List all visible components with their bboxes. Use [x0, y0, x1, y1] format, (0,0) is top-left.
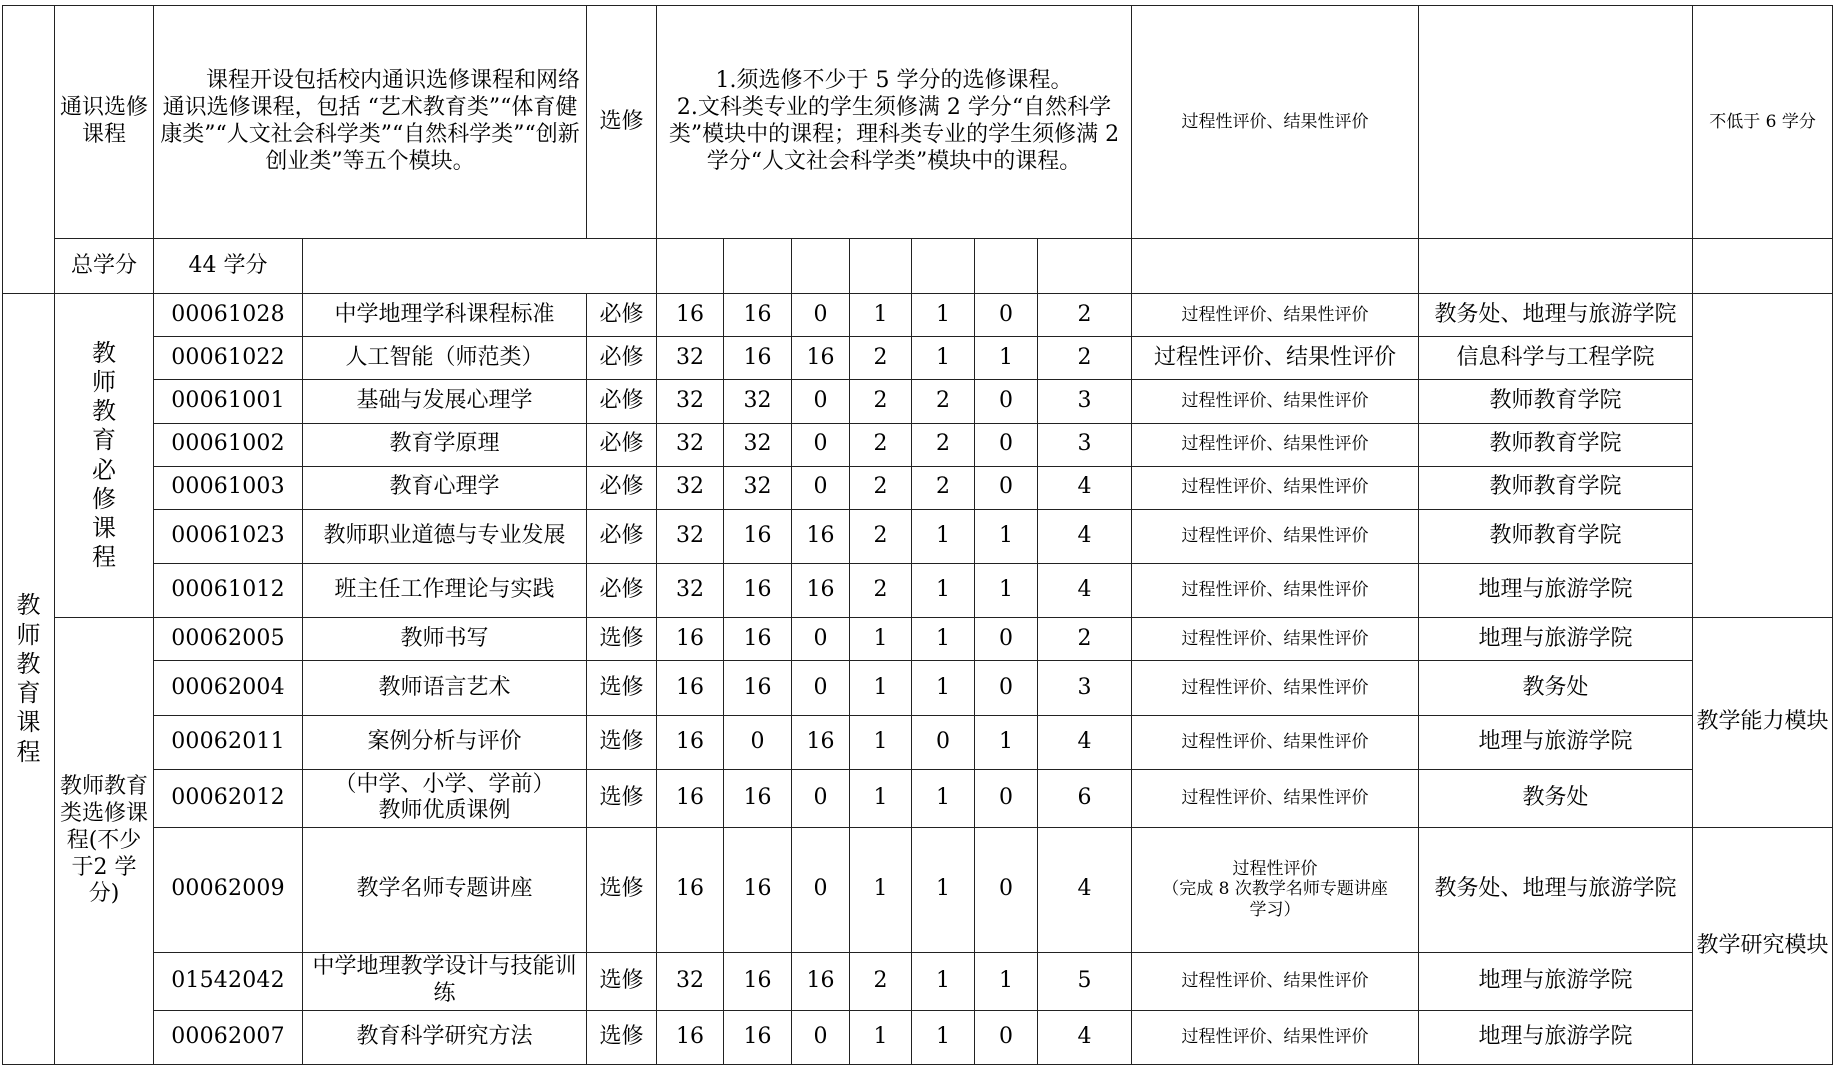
total-blank-9	[1132, 238, 1419, 293]
term: 4	[1038, 1010, 1132, 1064]
practice-hours: 0	[792, 1010, 850, 1064]
teacher-education-label: 教 师 教 育 课 程	[3, 294, 55, 1065]
total-blank-8	[1038, 238, 1132, 293]
total-blank-4	[792, 238, 850, 293]
credit-theory: 2	[912, 466, 975, 509]
credit-theory: 1	[912, 952, 975, 1010]
table-row	[3, 423, 1833, 466]
department: 教务处、地理与旅游学院	[1419, 828, 1693, 952]
requirement-1: 1.须选修不少于 5 学分的选修课程。	[715, 68, 1073, 94]
credit-practice: 0	[975, 380, 1038, 423]
department: 教师教育学院	[1419, 509, 1693, 563]
course-code: 00062004	[154, 661, 303, 715]
course-type: 选修	[587, 715, 657, 769]
table-row	[3, 380, 1833, 423]
credit-practice: 0	[975, 423, 1038, 466]
credit-total: 1	[850, 769, 912, 827]
practice-hours: 0	[792, 618, 850, 661]
term: 3	[1038, 380, 1132, 423]
total-hours: 16	[657, 828, 724, 952]
term: 4	[1038, 466, 1132, 509]
course-name: 教育学原理	[303, 423, 587, 466]
credit-theory: 0	[912, 715, 975, 769]
practice-hours: 0	[792, 828, 850, 952]
credit-total: 1	[850, 661, 912, 715]
term: 3	[1038, 661, 1132, 715]
theory-hours: 16	[724, 564, 792, 618]
practice-hours: 0	[792, 769, 850, 827]
credit-practice: 0	[975, 769, 1038, 827]
term: 4	[1038, 509, 1132, 563]
department: 地理与旅游学院	[1419, 952, 1693, 1010]
course-code: 00061028	[154, 294, 303, 337]
evaluation: 过程性评价、结果性评价	[1132, 618, 1419, 661]
credit-theory: 1	[912, 294, 975, 337]
course-name: 案例分析与评价	[303, 715, 587, 769]
credit-total: 1	[850, 294, 912, 337]
evaluation: 过程性评价、结果性评价	[1132, 380, 1419, 423]
term: 3	[1038, 423, 1132, 466]
department: 教师教育学院	[1419, 380, 1693, 423]
total-value: 44 学分	[154, 238, 303, 293]
credit-theory: 1	[912, 337, 975, 380]
credit-practice: 0	[975, 466, 1038, 509]
module-teaching-research: 教学研究模块	[1693, 828, 1833, 1065]
credit-total: 2	[850, 380, 912, 423]
department: 教务处、地理与旅游学院	[1419, 294, 1693, 337]
practice-hours: 0	[792, 466, 850, 509]
credit-total: 2	[850, 423, 912, 466]
course-name-line-2: 教师优质课例	[378, 798, 511, 824]
general-evaluation: 过程性评价、结果性评价	[1132, 6, 1419, 239]
credit-total: 1	[850, 828, 912, 952]
total-blank-6	[912, 238, 975, 293]
total-hours: 16	[657, 661, 724, 715]
table-row	[3, 828, 1833, 952]
theory-hours: 0	[724, 715, 792, 769]
credit-theory: 1	[912, 661, 975, 715]
practice-hours: 16	[792, 564, 850, 618]
term: 4	[1038, 828, 1132, 952]
credit-total: 2	[850, 952, 912, 1010]
department: 教务处	[1419, 661, 1693, 715]
course-code: 01542042	[154, 952, 303, 1010]
practice-hours: 16	[792, 715, 850, 769]
table-row	[3, 715, 1833, 769]
credit-total: 2	[850, 509, 912, 563]
department: 教师教育学院	[1419, 423, 1693, 466]
total-hours: 32	[657, 380, 724, 423]
course-name: 基础与发展心理学	[303, 380, 587, 423]
general-intro: 课程开设包括校内通识选修课程和网络通识选修课程，包括 “艺术教育类”“体育健康类”“人文社会科学类”“自然科学类”“创新创业类”等五个模块。	[154, 6, 587, 239]
practice-hours: 0	[792, 380, 850, 423]
credit-theory: 1	[912, 618, 975, 661]
course-code: 00062005	[154, 618, 303, 661]
theory-hours: 32	[724, 380, 792, 423]
credit-total: 1	[850, 618, 912, 661]
total-blank-10	[1419, 238, 1693, 293]
department: 教师教育学院	[1419, 466, 1693, 509]
course-type: 选修	[587, 769, 657, 827]
course-name: 班主任工作理论与实践	[303, 564, 587, 618]
course-name: 教师职业道德与专业发展	[303, 509, 587, 563]
total-hours: 16	[657, 769, 724, 827]
module-teaching-ability: 教学能力模块	[1693, 618, 1833, 828]
course-code: 00061003	[154, 466, 303, 509]
credit-practice: 0	[975, 1010, 1038, 1064]
course-type: 必修	[587, 294, 657, 337]
term: 5	[1038, 952, 1132, 1010]
table-row	[3, 509, 1833, 563]
practice-hours: 16	[792, 509, 850, 563]
general-nature: 选修	[587, 6, 657, 239]
course-name	[303, 952, 587, 1010]
credit-theory: 2	[912, 423, 975, 466]
total-hours: 32	[657, 423, 724, 466]
course-name: 人工智能（师范类）	[303, 337, 587, 380]
evaluation: 过程性评价、结果性评价	[1132, 564, 1419, 618]
practice-hours: 16	[792, 337, 850, 380]
evaluation: 过程性评价、结果性评价	[1132, 715, 1419, 769]
course-code: 00061002	[154, 423, 303, 466]
table-row	[3, 294, 1833, 337]
course-type: 必修	[587, 509, 657, 563]
course-name-line-1: （中学、小学、学前）	[334, 771, 555, 797]
total-blank-5	[850, 238, 912, 293]
practice-hours: 0	[792, 423, 850, 466]
course-type: 选修	[587, 952, 657, 1010]
course-type: 必修	[587, 380, 657, 423]
course-type: 必修	[587, 564, 657, 618]
evaluation: 过程性评价、结果性评价	[1132, 423, 1419, 466]
required-courses-label: 教 师 教 育 必 修 课 程	[55, 294, 154, 618]
practice-hours: 16	[792, 952, 850, 1010]
evaluation	[1132, 828, 1419, 952]
course-type: 必修	[587, 337, 657, 380]
credit-theory: 1	[912, 769, 975, 827]
credit-practice: 0	[975, 294, 1038, 337]
module-blank-required	[1693, 294, 1833, 618]
elective-courses-label: 教师教育类选修课程(不少于2 学分)	[55, 618, 154, 1065]
evaluation: 过程性评价、结果性评价	[1132, 294, 1419, 337]
table-row	[3, 1010, 1833, 1064]
requirement-2: 2.文科类专业的学生须修满 2 学分“自然科学类”模块中的课程；理科类专业的学生须修满 2 学分“人文社会科学类”模块中的课程。	[668, 95, 1120, 174]
table-row	[3, 337, 1833, 380]
course-type: 必修	[587, 466, 657, 509]
total-hours: 16	[657, 1010, 724, 1064]
course-name: 教师语言艺术	[303, 661, 587, 715]
table-row	[3, 661, 1833, 715]
theory-hours: 16	[724, 1010, 792, 1064]
credit-theory: 1	[912, 828, 975, 952]
credit-practice: 1	[975, 509, 1038, 563]
course-name: 教学名师专题讲座	[303, 828, 587, 952]
course-code: 00062011	[154, 715, 303, 769]
total-hours: 16	[657, 294, 724, 337]
department: 信息科学与工程学院	[1419, 337, 1693, 380]
credit-total: 2	[850, 564, 912, 618]
theory-hours: 16	[724, 618, 792, 661]
term: 6	[1038, 769, 1132, 827]
course-code: 00061001	[154, 380, 303, 423]
evaluation-line-3: 学习）	[1249, 900, 1301, 921]
evaluation: 过程性评价、结果性评价	[1132, 466, 1419, 509]
credit-practice: 0	[975, 828, 1038, 952]
theory-hours: 32	[724, 423, 792, 466]
credit-theory: 1	[912, 1010, 975, 1064]
curriculum-table	[2, 5, 1833, 1065]
course-code: 00061022	[154, 337, 303, 380]
department: 地理与旅游学院	[1419, 564, 1693, 618]
course-type: 选修	[587, 1010, 657, 1064]
course-code: 00061023	[154, 509, 303, 563]
course-name: 教育心理学	[303, 466, 587, 509]
credit-practice: 0	[975, 661, 1038, 715]
credit-total: 2	[850, 466, 912, 509]
course-type: 选修	[587, 828, 657, 952]
evaluation: 过程性评价、结果性评价	[1132, 509, 1419, 563]
credit-theory: 1	[912, 564, 975, 618]
theory-hours: 32	[724, 466, 792, 509]
evaluation: 过程性评价、结果性评价	[1132, 952, 1419, 1010]
evaluation: 过程性评价、结果性评价	[1132, 769, 1419, 827]
total-blank-3	[724, 238, 792, 293]
course-name-line-1: 中学地理教学设计与技能训	[312, 954, 577, 980]
department: 地理与旅游学院	[1419, 715, 1693, 769]
total-blank-7	[975, 238, 1038, 293]
term: 2	[1038, 618, 1132, 661]
evaluation: 过程性评价、结果性评价	[1132, 661, 1419, 715]
course-code: 00061012	[154, 564, 303, 618]
credit-practice: 1	[975, 564, 1038, 618]
total-hours: 16	[657, 618, 724, 661]
table-row	[3, 769, 1833, 827]
theory-hours: 16	[724, 952, 792, 1010]
course-name	[303, 769, 587, 827]
credit-theory: 1	[912, 509, 975, 563]
course-name-line-2: 练	[433, 981, 456, 1007]
theory-hours: 16	[724, 661, 792, 715]
theory-hours: 16	[724, 294, 792, 337]
department: 地理与旅游学院	[1419, 1010, 1693, 1064]
total-hours: 32	[657, 509, 724, 563]
course-type: 选修	[587, 618, 657, 661]
course-name: 教育科学研究方法	[303, 1010, 587, 1064]
theory-hours: 16	[724, 509, 792, 563]
total-hours: 32	[657, 564, 724, 618]
total-blank-11	[1693, 238, 1833, 293]
theory-hours: 16	[724, 769, 792, 827]
course-type: 选修	[587, 661, 657, 715]
general-category-label: 通识选修课程	[55, 6, 154, 239]
evaluation-line-2: （完成 8 次教学名师专题讲座	[1162, 879, 1388, 900]
credit-theory: 2	[912, 380, 975, 423]
credit-total: 1	[850, 715, 912, 769]
credit-practice: 0	[975, 618, 1038, 661]
term: 2	[1038, 294, 1132, 337]
theory-hours: 16	[724, 828, 792, 952]
table-row	[3, 466, 1833, 509]
total-hours: 32	[657, 466, 724, 509]
theory-hours: 16	[724, 337, 792, 380]
general-requirements	[657, 6, 1132, 239]
credit-total: 2	[850, 337, 912, 380]
course-type: 必修	[587, 423, 657, 466]
total-hours: 16	[657, 715, 724, 769]
department: 地理与旅游学院	[1419, 618, 1693, 661]
evaluation-line-1: 过程性评价	[1232, 858, 1318, 879]
credit-practice: 1	[975, 715, 1038, 769]
practice-hours: 0	[792, 661, 850, 715]
course-code: 00062009	[154, 828, 303, 952]
table-row	[3, 618, 1833, 661]
department: 教务处	[1419, 769, 1693, 827]
general-dept-cell	[1419, 6, 1693, 239]
practice-hours: 0	[792, 294, 850, 337]
total-blank-2	[657, 238, 724, 293]
course-code: 00062012	[154, 769, 303, 827]
general-credit-note: 不低于 6 学分	[1693, 6, 1833, 239]
total-row	[3, 238, 1833, 293]
term: 2	[1038, 337, 1132, 380]
credit-total: 1	[850, 1010, 912, 1064]
course-code: 00062007	[154, 1010, 303, 1064]
evaluation: 过程性评价、结果性评价	[1132, 1010, 1419, 1064]
table-row	[3, 564, 1833, 618]
total-label: 总学分	[55, 238, 154, 293]
course-name: 教师书写	[303, 618, 587, 661]
table-row	[3, 952, 1833, 1010]
term: 4	[1038, 715, 1132, 769]
course-name: 中学地理学科课程标准	[303, 294, 587, 337]
blank-category-cell	[3, 6, 55, 294]
credit-practice: 1	[975, 337, 1038, 380]
credit-practice: 1	[975, 952, 1038, 1010]
general-elective-row	[3, 6, 1833, 239]
evaluation: 过程性评价、结果性评价	[1132, 337, 1419, 380]
total-hours: 32	[657, 952, 724, 1010]
total-blank-1	[303, 238, 657, 293]
total-hours: 32	[657, 337, 724, 380]
term: 4	[1038, 564, 1132, 618]
